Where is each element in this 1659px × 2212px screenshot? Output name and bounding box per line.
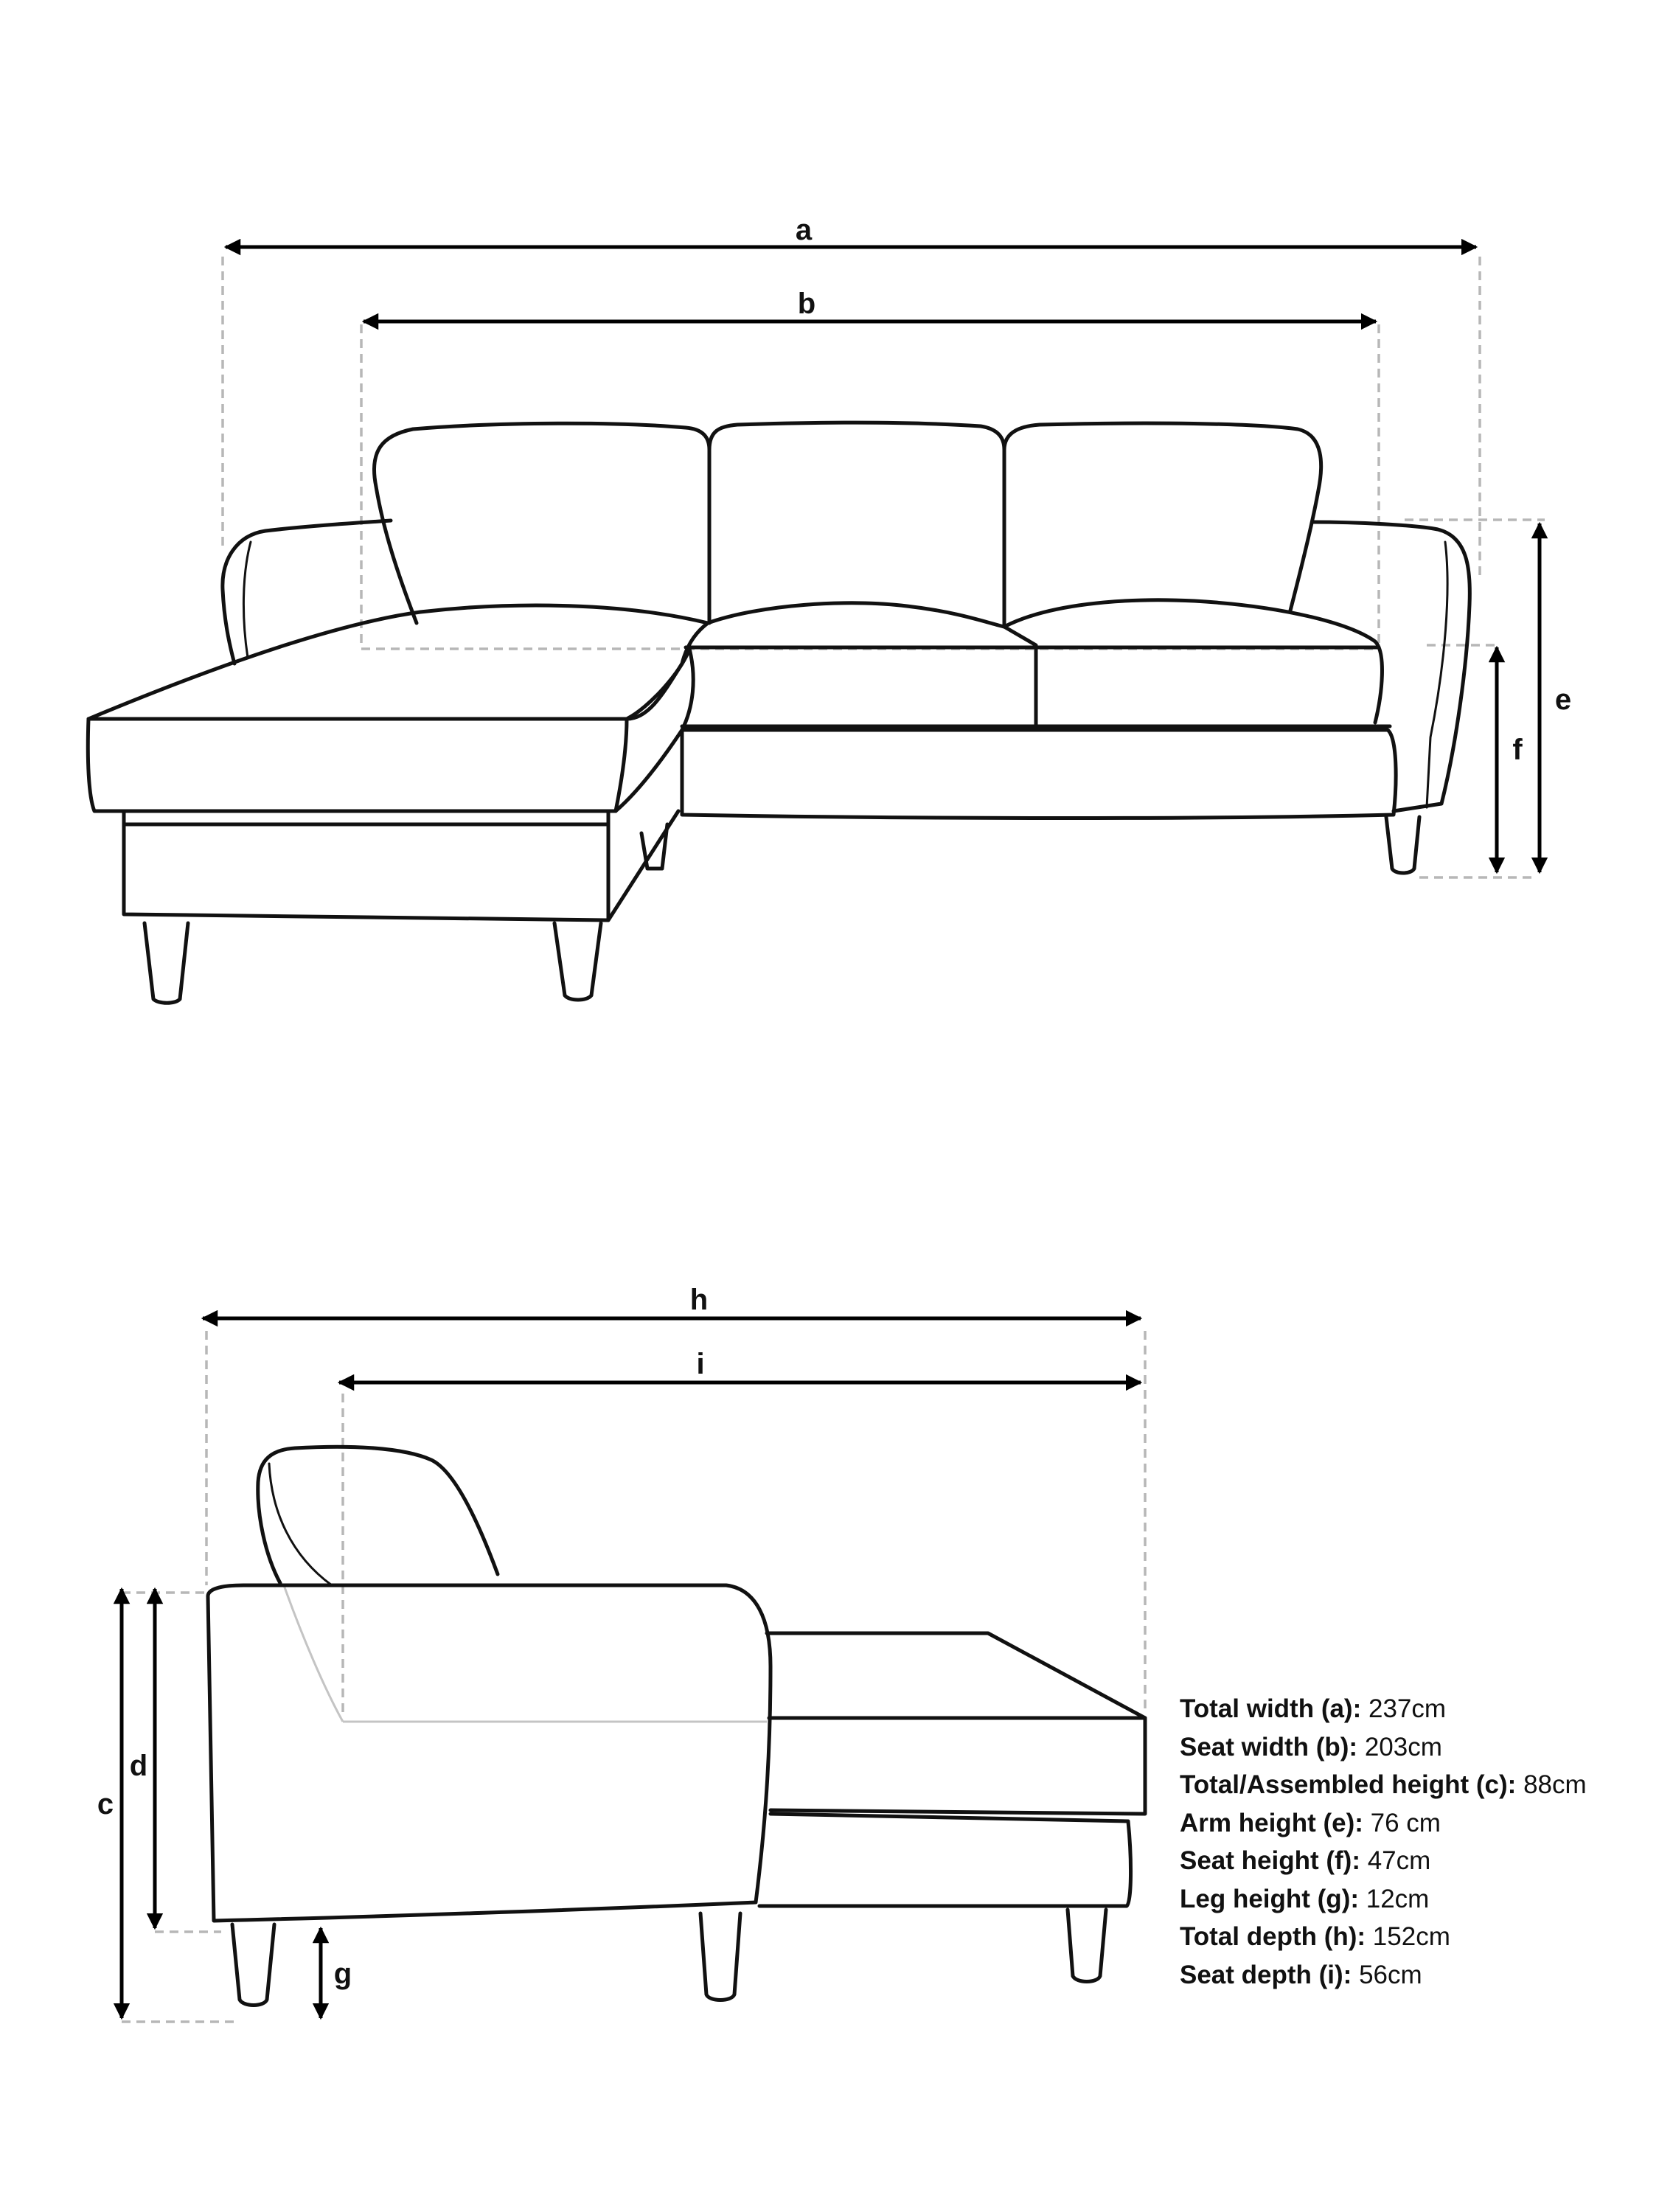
spec-value: 76 cm (1370, 1808, 1441, 1837)
spec-seat-width (1180, 1728, 1587, 1767)
spec-value: 47cm (1367, 1846, 1431, 1875)
front-guides (223, 257, 1545, 877)
front-view (88, 214, 1571, 1003)
left-arm-seam (243, 542, 251, 658)
spec-label: Seat height (f): (1180, 1846, 1360, 1875)
dim-i-label: i (696, 1348, 705, 1380)
right-arm-seam (1427, 542, 1447, 807)
spec-total-width (1180, 1690, 1587, 1728)
dim-b-label: b (797, 288, 816, 320)
leg-front-chaise (554, 923, 601, 1000)
back-cushion-left (374, 423, 709, 623)
spec-label: Leg height (g): (1180, 1884, 1360, 1913)
chaise-cushion-front (88, 719, 627, 811)
chaise-base (124, 811, 678, 920)
side-back-cushion-seam (269, 1464, 332, 1585)
dim-d-label: d (129, 1750, 148, 1782)
spec-label: Arm height (e): (1180, 1808, 1363, 1837)
dim-a-label: a (795, 214, 813, 246)
side-leg-back (232, 1924, 274, 2006)
side-leg-middle (700, 1913, 740, 2000)
main-base (682, 730, 1396, 818)
spec-value: 88cm (1523, 1770, 1587, 1799)
spec-seat-depth (1180, 1956, 1587, 1994)
spec-value: 203cm (1364, 1732, 1442, 1761)
spec-seat-height (1180, 1842, 1587, 1880)
seat-cushion-middle (708, 603, 1036, 726)
spec-total-height (1180, 1766, 1587, 1804)
leg-front-left (145, 923, 188, 1003)
left-arm (223, 521, 391, 664)
dim-h-label: h (689, 1284, 709, 1316)
back-cushion-right (1004, 423, 1321, 611)
back-cushion-middle (709, 422, 1004, 627)
side-chaise-base (759, 1814, 1131, 1906)
dim-f-label: f (1512, 734, 1523, 766)
leg-right (1386, 817, 1419, 873)
spec-label: Total depth (h): (1180, 1922, 1366, 1951)
side-view (97, 1284, 1145, 2022)
spec-value: 56cm (1359, 1960, 1422, 1989)
side-chaise-cushion (767, 1633, 1145, 1814)
spec-value: 152cm (1372, 1922, 1450, 1951)
seat-cushion-right (1004, 600, 1382, 723)
side-leg-front (1068, 1910, 1106, 1982)
dim-c-label: c (97, 1788, 114, 1820)
spec-leg-height (1180, 1880, 1587, 1919)
spec-total-depth (1180, 1918, 1587, 1956)
dim-g-label: g (333, 1958, 352, 1990)
spec-label: Total/Assembled height (c): (1180, 1770, 1517, 1799)
side-arm (208, 1585, 771, 1921)
spec-label: Total width (a): (1180, 1694, 1362, 1723)
spec-label: Seat depth (i): (1180, 1960, 1352, 1989)
spec-label: Seat width (b): (1180, 1732, 1358, 1761)
spec-value: 12cm (1366, 1884, 1430, 1913)
side-back-cushion (258, 1447, 498, 1583)
spec-arm-height (1180, 1804, 1587, 1843)
spec-value: 237cm (1368, 1694, 1447, 1723)
specifications-list (1180, 1690, 1587, 1994)
dim-e-label: e (1554, 684, 1572, 716)
chaise-cushion (88, 605, 708, 719)
